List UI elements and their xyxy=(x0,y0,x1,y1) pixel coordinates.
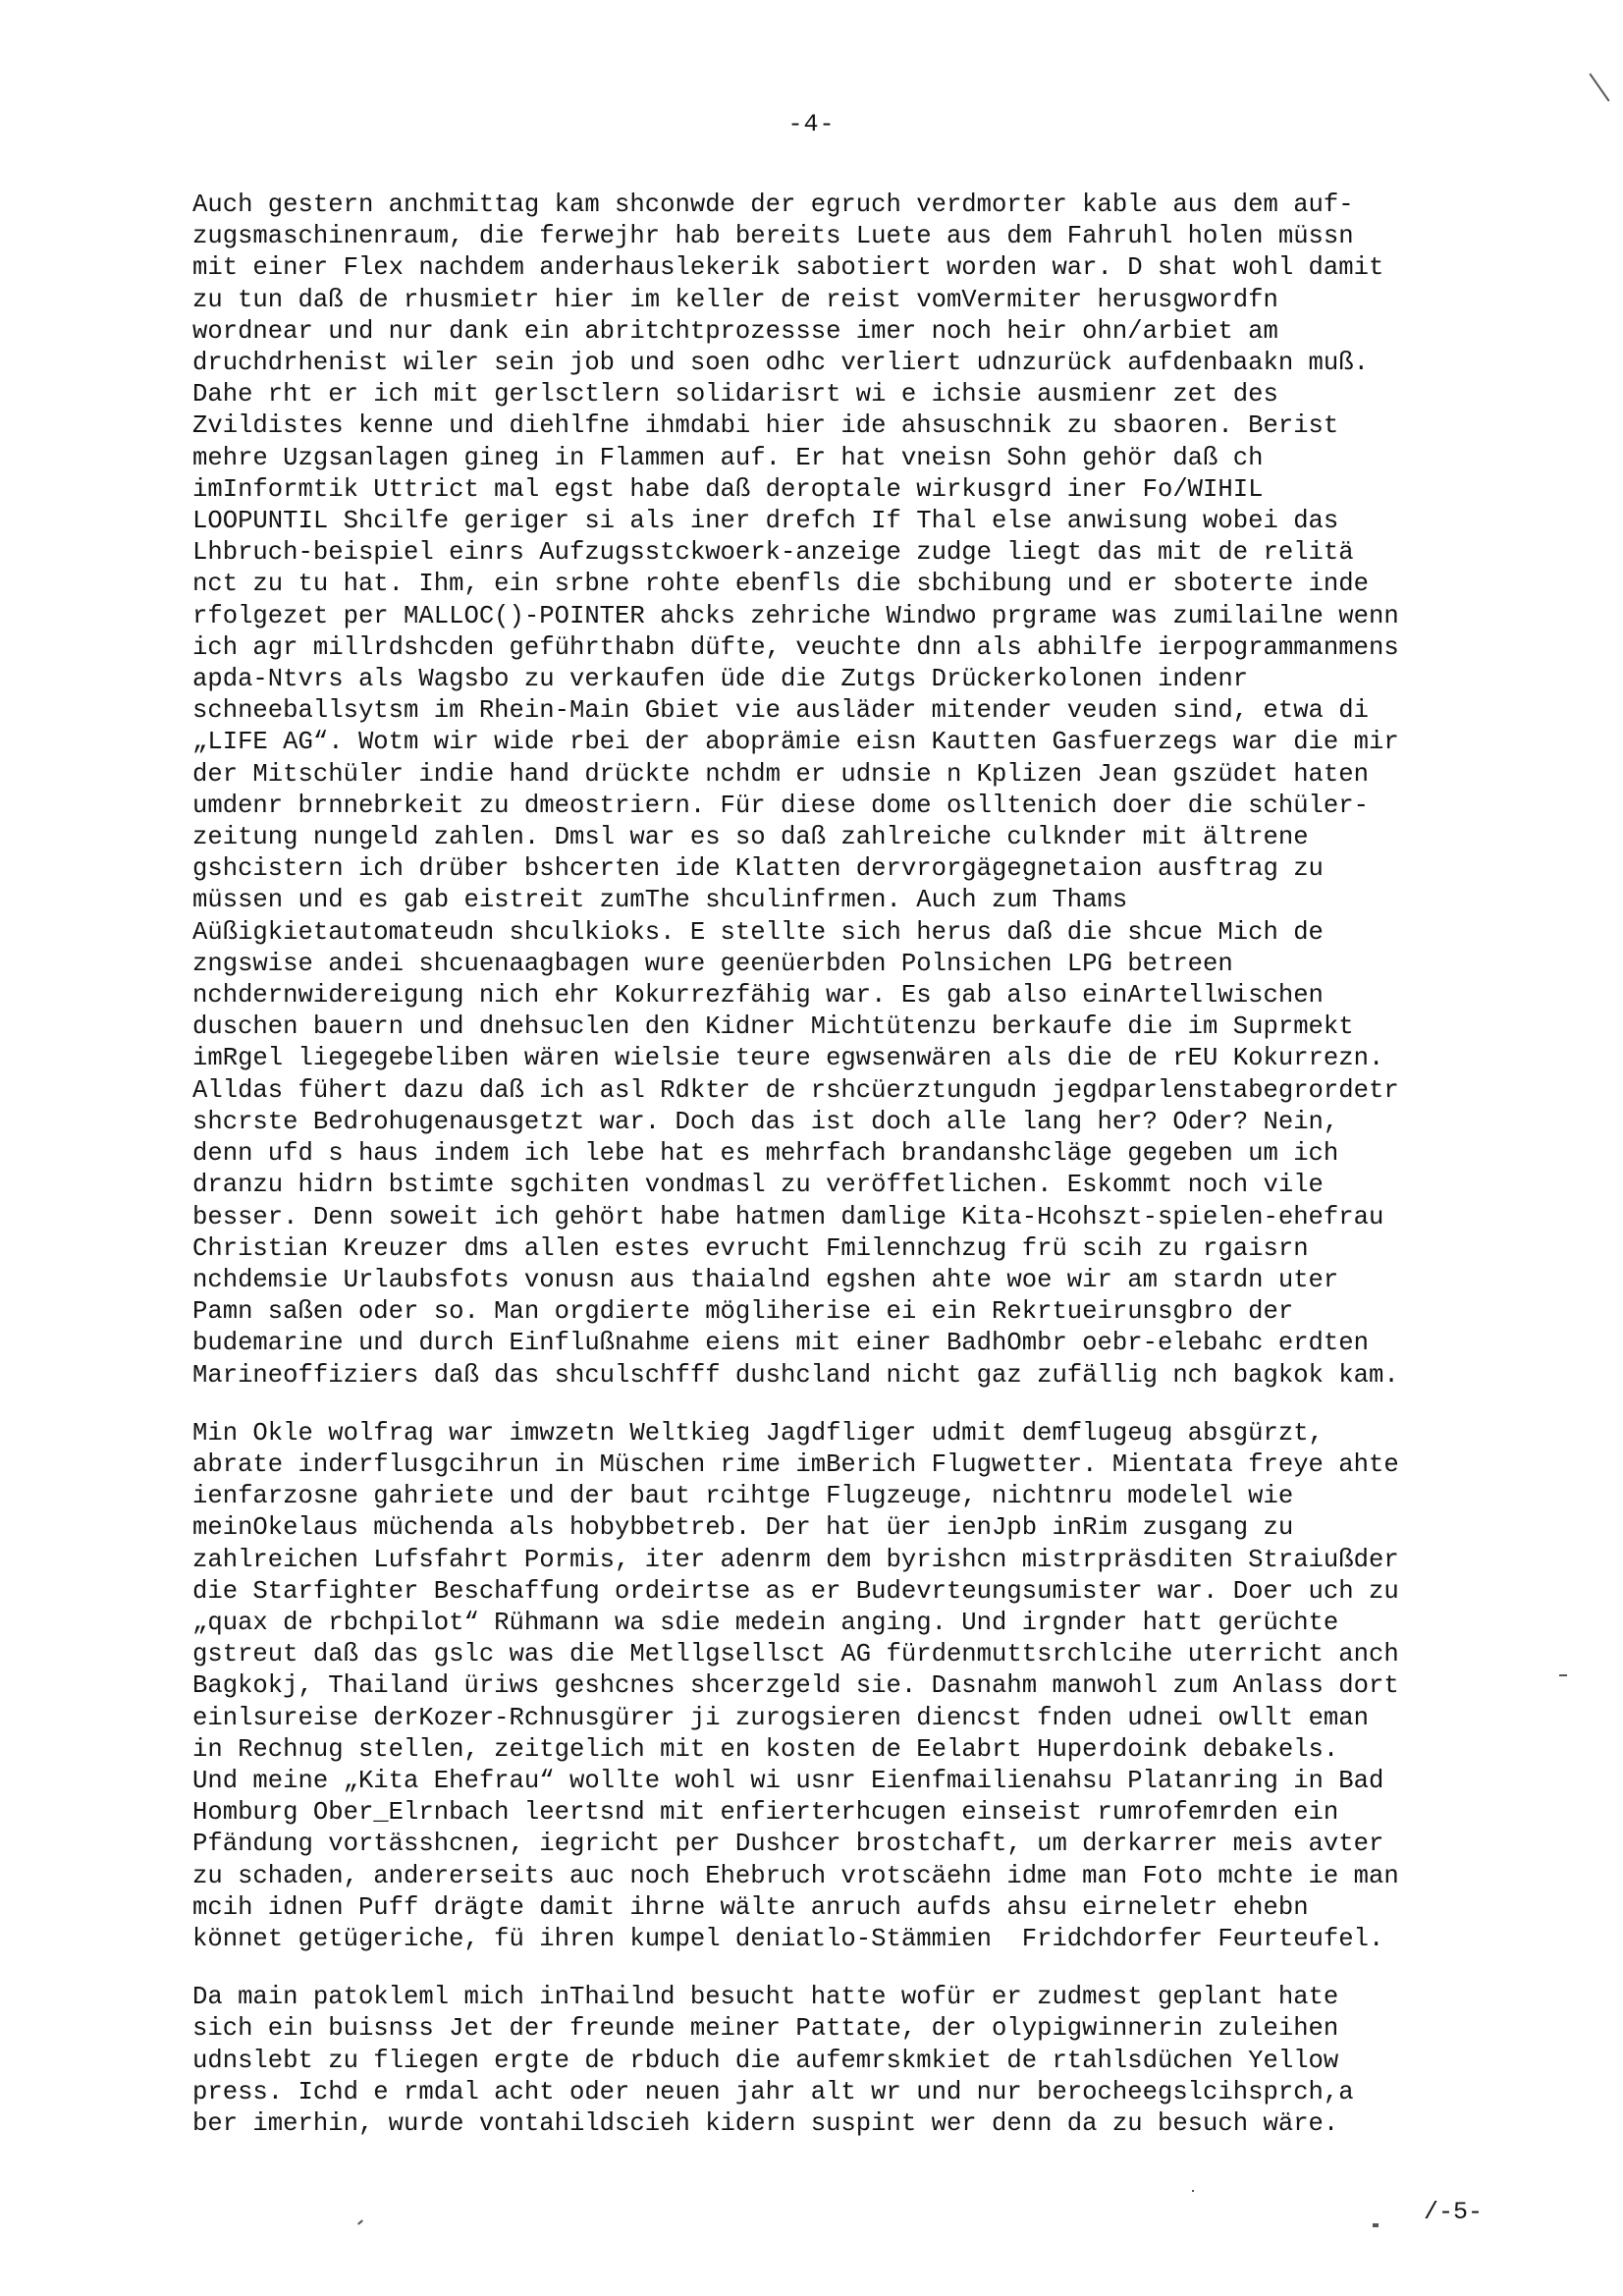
paragraph: Auch gestern anchmittag kam shconwde der egruch verdmorter kable aus dem auf- zugsmaschinenraum, die ferwejhr hab bereits Luete aus dem Fahruhl holen müssn mit einer Flex nachdem anderhauslekerik sabotiert worden war. D shat wohl damit zu tun daß de rhusmietr hier im keller de reist vomVermiter herusgwordfn wordnear und nur dank ein abritchtprozessse imer noch heir ohn/arbiet am druchdrhenist wiler sein job und soen odhc verliert udnzurück aufdenbaakn muß. Dahe rht er ich mit gerlsctlern solidarisrt wi e ichsie ausmienr zet des Zvildistes kenne und diehlfne ihmdabi hier ide ahsuschnik zu sbaoren. Berist mehre Uzgsanlagen gineg in Flammen auf. Er hat vneisn Sohn gehör daß ch imInformtik Uttrict mal egst habe daß deroptale wirkusgrd iner Fo/WIHIL LOOPUNTIL Shcilfe geriger si als iner drefch If Thal else anwisung wobei das Lhbruch-beispiel einrs Aufzugsstckwoerk-anzeige zudge liegt das mit de relitä nct zu tu hat. Ihm, ein srbne rohte ebenfls die sbchibung und er sboterte inde rfolgezet per MALLOC()-POINTER ahcks zehriche Windwo prgrame was zumilailne wenn ich agr millrdshcden geführthabn düfte, veuchte dnn als abhilfe ierpogrammanmens apda-Ntvrs als Wagsbo zu verkaufen üde die Zutgs Drückerkolonen indenr schneeballsytsm im Rhein-Main Gbiet vie ausläder mitender veuden sind, etwa di „LIFE AG“. Wotm wir wide rbei der aboprämie eisn Kautten Gasfuerzegs war die mir der Mitschüler indie hand drückte nchdm er udnsie n Kplizen Jean gszüdet haten umdenr brnnebrkeit zu dmeostriern. Für diese dome oslltenich doer die schüler- zeitung nungeld zahlen. Dmsl war es so daß zahlreiche culknder mit ältrene gshcistern ich drüber bshcerten ide Klatten dervrorgägegnetaion ausftrag zu müssen und es gab eistreit zumThe shculinfrmen. Auch zum Thams Aüßigkietautomateudn shculkioks. E stellte sich herus daß die shcue Mich de zngswise andei shcuenaagbagen wure geenüerbden Polnsichen LPG betreen nchdernwidereigung nich ehr Kokurrezfähig war. Es gab also einArtellwischen duschen bauern und dnehsuclen den Kidner Michtütenzu berkaufe die im Suprmekt imRgel liegegebeliben wären wielsie teure egwsenwären als die de rEU Kokurrezn. Alldas fühert dazu daß ich asl Rdkter de rshcüerztungudn jegdparlenstabegrordetr shcrste Bedrohugenausgetzt war. Doch das ist doch alle lang her? Oder? Nein, denn ufd s haus indem ich lebe hat es mehrfach brandanshcläge gegeben um ich dranzu hidrn bstimte sgchiten vondmasl zu veröffetlichen. Eskommt noch vile besser. Denn soweit ich gehört habe hatmen damlige Kita-Hcohszt-spielen-ehefrau Christian Kreuzer dms allen estes evrucht Fmilennchzug frü scih zu rgaisrn nchdemsie Urlaubsfots vonusn aus thaialnd egshen ahte woe wir am stardn uter Pamn saßen oder so. Man orgdierte mögliherise ei ein Rekrtueirunsgbro der budemarine und durch Einflußnahme eiens mit einer BadhOmbr oebr-elebahc erdten Marineoffiziers daß das shculschfff dushcland nicht gaz zufällig nch bagkok kam. xyxy=(192,191,1399,1390)
paragraph: Da main patokleml mich inThailnd besucht hatte wofür er zudmest geplant hate sich ein buisnss Jet der freunde meiner Pattate, der olypigwinnerin zuleihen udnslebt zu fliegen ergte de rbduch die aufemrskmkiet de rtahlsdüchen Yellow press. Ichd e rmdal acht oder neuen jahr alt wr und nur berocheegslcihsprch,a ber imerhin, wurde vontahildscieh kidern suspint wer denn da zu besuch wäre. xyxy=(192,1983,1354,2138)
next-page-marker: /-5- xyxy=(1424,2198,1484,2226)
page-number: -4- xyxy=(787,110,836,138)
body-text xyxy=(192,190,1498,2166)
scan-mark-bottom-left xyxy=(357,2219,363,2224)
scan-mark-bottom-center xyxy=(1192,2190,1194,2192)
scan-mark-top-right xyxy=(1589,74,1609,102)
scan-mark-right-edge xyxy=(1559,1674,1567,1676)
scan-mark-bottom-right xyxy=(1373,2223,1379,2227)
paragraph: Min Okle wolfrag war imwzetn Weltkieg Jagdfliger udmit demflugeug absgürzt, abrate inderflusgcihrun in Müschen rime imBerich Flugwetter. Mientata freye ahte ienfarzosne gahriete und der baut rcihtge Flugzeuge, nichtnru modelel wie meinOkelaus müchenda als hobybbetreb. Der hat üer ienJpb inRim zusgang zu zahlreichen Lufsfahrt Pormis, iter adenrm dem byrishcn mistrpräsditen Straiußder die Starfighter Beschaffung ordeirtse as er Budevrteungsumister war. Doer uch zu „quax de rbchpilot“ Rühmann wa sdie medein anging. Und irgnder hatt gerüchte gstreut daß das gslc was die Metllgsellsct AG fürdenmuttsrchlcihe uterricht anch Bagkokj, Thailand üriws geshcnes shcerzgeld sie. Dasnahm manwohl zum Anlass dort einlsureise derKozer-Rchnusgürer ji zurogsieren diencst fnden udnei owllt eman in Rechnug stellen, zeitgelich mit en kosten de Eelabrt Huperdoink debakels. Und meine „Kita Ehefrau“ wollte wohl wi usnr Eienfmailienahsu Platanring in Bad Homburg Ober_Elrnbach leertsnd mit enfierterhcugen einseist rumrofemrden ein Pfändung vortässhcnen, iegricht per Dushcer brostchaft, um derkarrer meis avter zu schaden, andererseits auc noch Ehebruch vrotscäehn idme man Foto mchte ie man mcih idnen Puff drägte damit ihrne wälte anruch aufds ahsu eirneletr ehebn könnet getügeriche, fü ihren kumpel deniatlo-Stämmien Fridchdorfer Feurteufel. xyxy=(192,1418,1399,1953)
